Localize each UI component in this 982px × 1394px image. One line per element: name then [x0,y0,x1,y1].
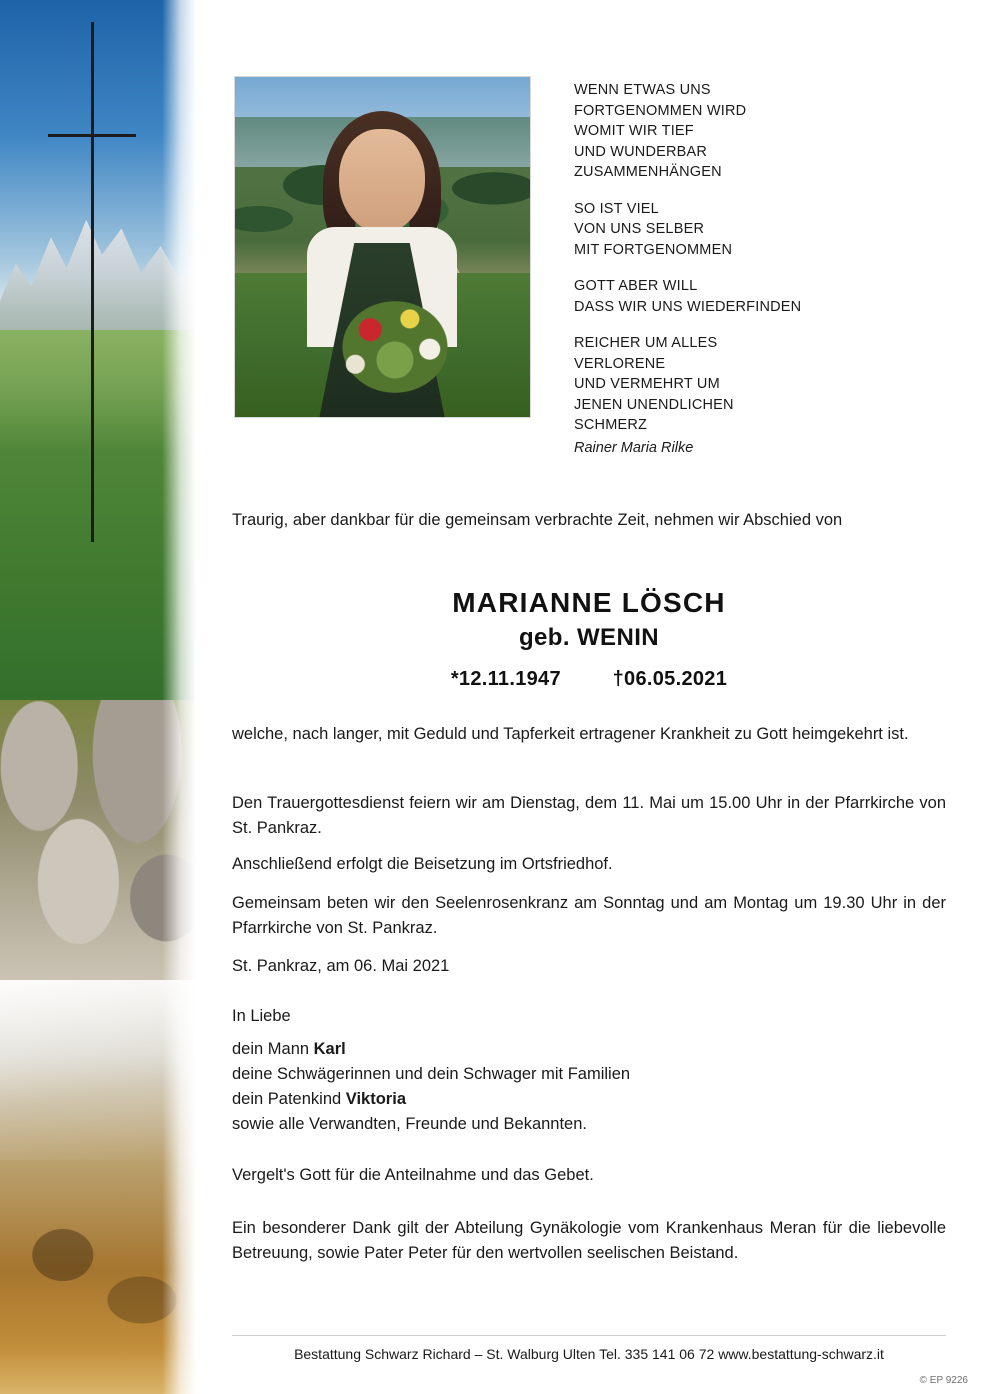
poem-line: JENEN UNENDLICHEN [574,396,734,413]
life-dates [232,668,946,691]
family-line-siblings: deine Schwägerinnen und dein Schwager mit Familien [232,1065,631,1083]
portrait-face [339,129,425,233]
family-name-karl: Karl [313,1040,346,1058]
footer-funeral-home: Bestattung Schwarz Richard – St. Walburg Ulten Tel. 335 141 06 72 www.bestattung-schwarz.it [232,1335,946,1362]
intro-text: Traurig, aber dankbar für die gemeinsam verbrachte Zeit, nehmen wir Abschied von [232,511,843,529]
poem-line: VON UNS SELBER [574,221,705,237]
memorial-cross-icon [42,22,142,542]
poem-stanza [574,333,954,436]
family-line-husband [232,1037,946,1062]
poem-line: GOTT ABER WILL [574,278,698,294]
poem-line: REICHER UM ALLES [574,335,718,351]
poem-line: MIT FORTGENOMMEN [574,241,733,258]
poem-stanza [574,276,954,317]
poem-line: WENN ETWAS UNS [574,82,711,98]
paragraph-place-date: St. Pankraz, am 06. Mai 2021 [232,957,450,975]
poem-line: UND VERMEHRT UM [574,376,720,392]
poem-line: ZUSAMMENHÄNGEN [574,164,722,180]
family-block [232,1004,946,1137]
paragraph-rosary: Gemeinsam beten wir den Seelenrosenkranz am Sonntag und am Montag um 19.30 Uhr in der Pfarrkirche von St. Pankraz. [232,894,946,937]
poem-stanza [574,199,954,261]
copyright-label: © EP 9226 [919,1375,968,1386]
poem-line: VERLORENE [574,355,666,372]
poem-line: FORTGENOMMEN WIRD [574,102,747,119]
decorative-photo-column [0,0,196,1394]
paragraph-funeral-service: Den Trauergottesdienst feiern wir am Dienstag, dem 11. Mai um 15.00 Uhr in der Pfarrkirche von St. Pankraz. [232,794,946,837]
paragraph-burial: Anschließend erfolgt die Beisetzung im Ortsfriedhof. [232,855,613,873]
birth-date: *12.11.1947 [450,668,561,690]
portrait-photo [234,76,531,418]
deceased-name: MARIANNE LÖSCH [452,587,726,618]
family-line-godchild [232,1087,946,1112]
cross-horizontal-bar [48,134,136,137]
obituary-card [196,0,982,1394]
paragraph-special-thanks: Ein besonderer Dank gilt der Abteilung Gynäkologie vom Krankenhaus Meran für die liebevolle Betreuung, sowie Pater Peter für den wertvollen seelischen Beistand. [232,1219,946,1262]
column-fade-overlay [162,0,196,1394]
family-line-others: sowie alle Verwandten, Freunde und Bekannten. [232,1115,587,1133]
poem-line: SCHMERZ [574,417,648,433]
poem-block [574,80,954,452]
poem-author: Rainer Maria Rilke [574,440,694,456]
name-block [232,586,946,691]
family-lead: In Liebe [232,1007,291,1025]
paragraph-thanks: Vergelt's Gott für die Anteilnahme und das Gebet. [232,1166,594,1184]
family-line-husband-prefix: dein Mann [232,1040,314,1058]
poem-stanza [574,80,954,183]
poem-line: DASS WIR UNS WIEDERFINDEN [574,298,802,315]
poem-line: UND WUNDERBAR [574,143,708,160]
cross-vertical-bar [91,22,94,542]
family-name-viktoria: Viktoria [345,1090,406,1108]
poem-line: SO IST VIEL [574,200,659,217]
maiden-name: geb. WENIN [519,624,659,651]
family-line-godchild-prefix: dein Patenkind [232,1090,346,1108]
portrait-bouquet [333,293,457,401]
paragraph-illness: welche, nach langer, mit Geduld und Tapferkeit ertragener Krankheit zu Gott heimgekehrt ist. [232,725,909,743]
poem-line: WOMIT WIR TIEF [574,123,694,139]
death-date: †06.05.2021 [612,668,728,690]
